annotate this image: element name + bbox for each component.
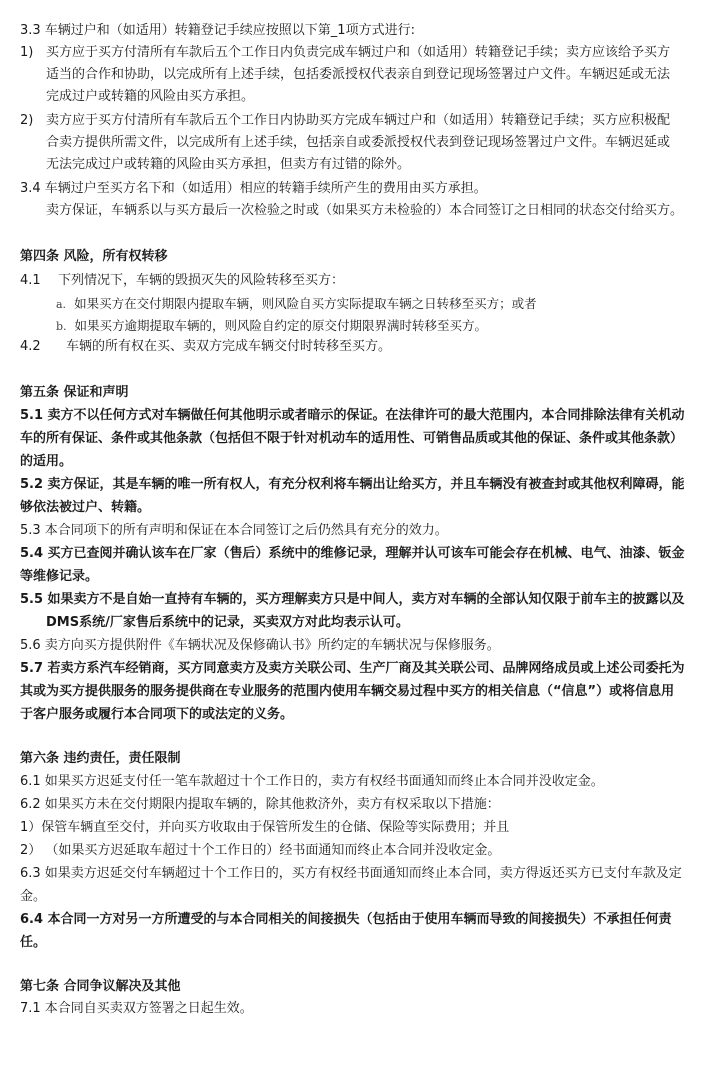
clause-5-7-line: 其或为买方提供服务的服务提供商在专业服务的范围内使用车辆交易过程中买方的相关信息（“信息”）或将信息用 <box>20 684 675 699</box>
clause-5-1-line: 车的所有保证、条件或其他条款（包括但不限于针对机动车的适用性、可销售品质或其他的保证、条件或其他条款） <box>20 431 684 446</box>
clause-5-5-line: DMS系统/厂家售后系统中的记录，买卖双方对此均表示认可。 <box>46 615 409 630</box>
clause-6-2-measure-1: 1）保管车辆直至交付，并向买方收取由于保管所发生的仓储、保险等实际费用；并且 <box>20 820 510 835</box>
sub-item-a <box>56 294 537 315</box>
clause-5-7-line: 5.7 若卖方系汽车经销商，买方同意卖方及卖方关联公司、生产厂商及其关联公司、品牌网络成员或上述公司委托为 <box>20 661 685 676</box>
sub-marker: b. <box>56 320 67 333</box>
clause-4-2: 车辆的所有权在买、卖双方完成车辆交付时转移至买方。 <box>66 339 392 354</box>
clause-3-3-option-2-line: 卖方应于买方付清所有车款后五个工作日内协助买方完成车辆过户和（如适用）转籍登记手续；买方应积极配 <box>46 113 671 128</box>
list-marker: 2) <box>20 113 34 128</box>
clause-5-2-line: 5.2 卖方保证，其是车辆的唯一所有权人，有充分权利将车辆出让给买方，并且车辆没有被查封或其他权利障碍，能 <box>20 477 685 492</box>
sub-item-text: 如果买方逾期提取车辆的，则风险自约定的原交付期限界满时转移至买方。 <box>74 318 488 333</box>
article-7-title: 第七条 合同争议解决及其他 <box>20 979 181 994</box>
clause-3-3-option-1-line: 完成过户或转籍的风险由买方承担。 <box>46 89 255 104</box>
clause-3-3-option-2-line: 无法完成过户或转籍的风险由买方承担，但卖方有过错的除外。 <box>46 157 411 172</box>
sub-item-b <box>56 316 487 337</box>
clause-3-3-option-1-line: 买方应于买方付清所有车款后五个工作日内负责完成车辆过户和（如适用）转籍登记手续；卖方应该给予买方 <box>46 45 671 60</box>
clause-4-1: 下列情况下，车辆的毁损灭失的风险转移至买方： <box>58 273 345 288</box>
clause-number: 4.1 <box>20 273 41 288</box>
clause-6-2: 6.2 如果买方未在交付期限内提取车辆的，除其他救济外，卖方有权采取以下措施： <box>20 797 500 812</box>
clause-5-6: 5.6 卖方向买方提供附件《车辆状况及保修确认书》所约定的车辆状况与保修服务。 <box>20 638 500 653</box>
clause-6-2-measure-2: 2） （如果买方迟延取车超过十个工作日的）经书面通知而终止本合同并没收定金。 <box>20 843 501 858</box>
clause-5-1-line: 的适用。 <box>20 454 73 469</box>
clause-number: 4.2 <box>20 339 41 354</box>
clause-3-4-warranty: 卖方保证，车辆系以与买方最后一次检验之时或（如果买方未检验的）本合同签订之日相同的状态交付给买方。 <box>46 203 684 218</box>
clause-5-5-line: 5.5 如果卖方不是自始一直持有车辆的，买方理解卖方只是中间人，卖方对车辆的全部认知仅限于前车主的披露以及 <box>20 592 685 607</box>
clause-6-3-line: 金。 <box>20 889 47 904</box>
clause-3-3-option-1-line: 适当的合作和协助，以完成所有上述手续，包括委派授权代表亲自到登记现场签署过户文件。车辆迟延或无法 <box>46 67 671 82</box>
clause-6-4-line: 6.4 本合同一方对另一方所遭受的与本合同相关的间接损失（包括由于使用车辆而导致的间接损失）不承担任何责 <box>20 912 672 927</box>
clause-5-4-line: 等维修记录。 <box>20 569 99 584</box>
clause-6-3-line: 6.3 如果卖方迟延交付车辆超过十个工作日的，买方有权经书面通知而终止本合同，卖方得返还买方已支付车款及定 <box>20 866 682 881</box>
sub-marker: a. <box>56 298 67 311</box>
clause-6-1: 6.1 如果买方迟延支付任一笔车款超过十个工作日的，卖方有权经书面通知而终止本合同并没收定金。 <box>20 774 604 789</box>
list-marker: 1) <box>20 45 34 60</box>
clause-3-3-option-2-line: 合卖方提供所需文件，以完成所有上述手续，包括亲自或委派授权代表到登记现场签署过户文件。车辆迟延或 <box>46 135 671 150</box>
article-6-title: 第六条 违约责任，责任限制 <box>20 751 181 766</box>
clause-5-7-line: 于客户服务或履行本合同项下的或法定的义务。 <box>20 707 294 722</box>
clause-7-1: 7.1 本合同自买卖双方签署之日起生效。 <box>20 1001 253 1016</box>
article-5-title: 第五条 保证和声明 <box>20 385 129 400</box>
clause-6-4-line: 任。 <box>20 935 47 950</box>
clause-5-4-line: 5.4 买方已查阅并确认该车在厂家（售后）系统中的维修记录，理解并认可该车可能会存在机械、电气、油漆、钣金 <box>20 546 685 561</box>
clause-3-4: 3.4 车辆过户至买方名下和（如适用）相应的转籍手续所产生的费用由买方承担。 <box>20 181 487 196</box>
article-4-title: 第四条 风险，所有权转移 <box>20 249 168 264</box>
clause-3-3-heading: 3.3 车辆过户和（如适用）转籍登记手续应按照以下第_1项方式进行: <box>20 23 415 38</box>
sub-item-text: 如果买方在交付期限内提取车辆，则风险自买方实际提取车辆之日转移至买方；或者 <box>74 296 537 311</box>
clause-5-1-line: 5.1 卖方不以任何方式对车辆做任何其他明示或者暗示的保证。在法律许可的最大范围内，本合同排除法律有关机动 <box>20 408 685 423</box>
clause-5-2-line: 够依法被过户、转籍。 <box>20 500 151 515</box>
clause-5-3: 5.3 本合同项下的所有声明和保证在本合同签订之后仍然具有充分的效力。 <box>20 523 448 538</box>
